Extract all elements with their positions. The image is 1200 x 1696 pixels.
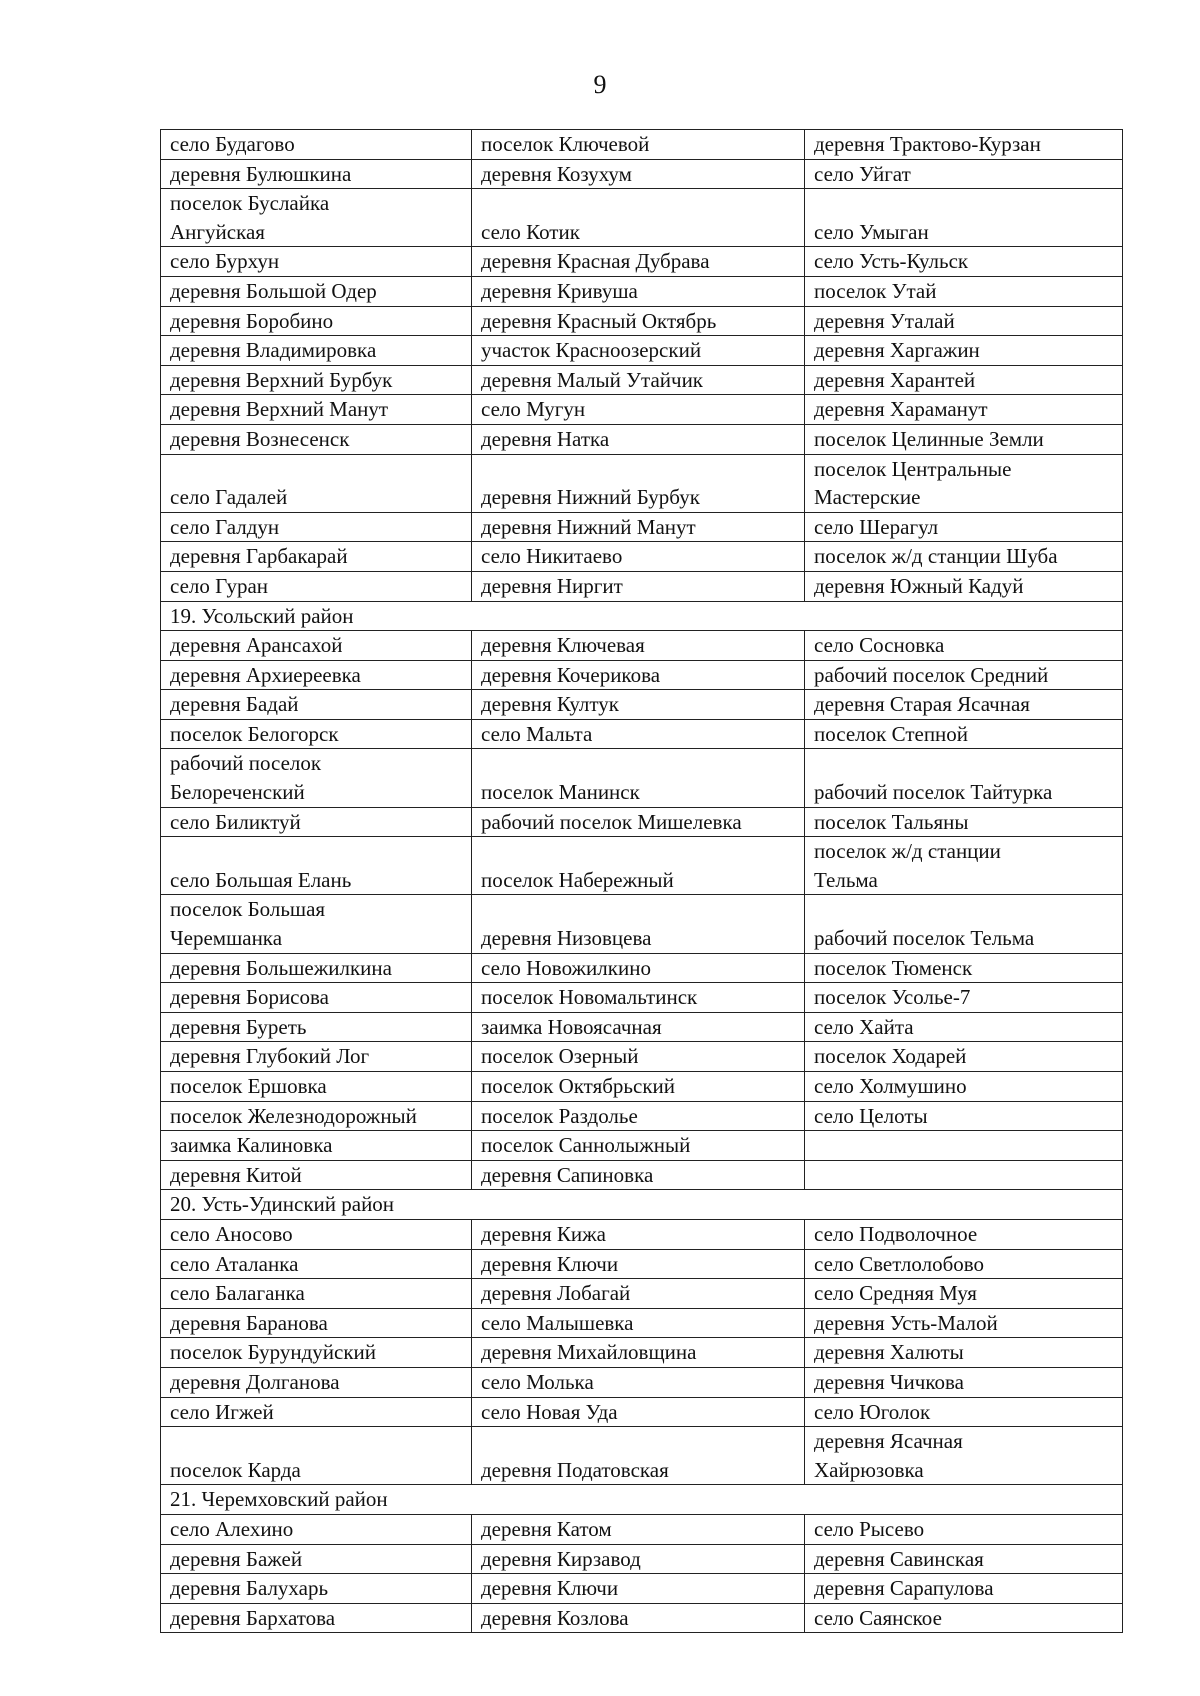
- settlement-cell: поселок Степной: [805, 719, 1123, 749]
- settlement-cell: село Уйгат: [805, 159, 1123, 189]
- settlement-cell: село Юголок: [805, 1397, 1123, 1427]
- settlement-cell: деревня Натка: [472, 424, 805, 454]
- settlement-cell: село Никитаево: [472, 542, 805, 572]
- settlement-cell: село Галдун: [161, 512, 472, 542]
- table-row: [161, 1249, 1123, 1279]
- settlement-cell: деревня Буреть: [161, 1012, 472, 1042]
- settlement-cell: поселок Октябрьский: [472, 1072, 805, 1102]
- settlement-cell: деревня Кижа: [472, 1219, 805, 1249]
- settlement-cell: село Новая Уда: [472, 1397, 805, 1427]
- settlement-cell: деревня Податовская: [472, 1427, 805, 1485]
- settlement-cell: деревня Кирзавод: [472, 1544, 805, 1574]
- settlement-cell: деревня Кривуша: [472, 276, 805, 306]
- district-header-row: [161, 1190, 1123, 1220]
- settlement-cell: село Большая Елань: [161, 837, 472, 895]
- table-row: [161, 1012, 1123, 1042]
- settlement-cell: село Сосновка: [805, 631, 1123, 661]
- settlement-cell: поселок Бурундуйский: [161, 1338, 472, 1368]
- settlement-cell: рабочий поселок Тайтурка: [805, 749, 1123, 807]
- settlement-cell: село Холмушино: [805, 1072, 1123, 1102]
- table-row: [161, 953, 1123, 983]
- table-row: [161, 660, 1123, 690]
- settlement-cell: село Мальта: [472, 719, 805, 749]
- settlement-cell: поселок Озерный: [472, 1042, 805, 1072]
- settlement-cell: деревня Красный Октябрь: [472, 306, 805, 336]
- settlement-cell: село Балаганка: [161, 1279, 472, 1309]
- settlement-cell: деревня Ниргит: [472, 571, 805, 601]
- table-row: [161, 276, 1123, 306]
- settlement-cell: деревня Верхний Бурбук: [161, 365, 472, 395]
- settlement-cell: село Подволочное: [805, 1219, 1123, 1249]
- settlement-cell: село Будагово: [161, 130, 472, 160]
- settlement-cell: село Целоты: [805, 1101, 1123, 1131]
- settlement-cell: деревня Козлова: [472, 1603, 805, 1633]
- table-row: [161, 690, 1123, 720]
- district-heading: 21. Черемховский район: [161, 1485, 1123, 1515]
- settlement-cell: поселок Тальяны: [805, 807, 1123, 837]
- district-heading: 19. Усольский район: [161, 601, 1123, 631]
- settlement-cell: поселок Саннолыжный: [472, 1131, 805, 1161]
- settlement-cell: деревня Баранова: [161, 1308, 472, 1338]
- settlement-cell: деревня Сапиновка: [472, 1160, 805, 1190]
- settlement-cell: деревня Низовцева: [472, 895, 805, 953]
- settlement-cell: село Аносово: [161, 1219, 472, 1249]
- settlement-cell: поселок Набережный: [472, 837, 805, 895]
- settlements-table: [160, 129, 1123, 1633]
- settlement-cell: деревня Большой Одер: [161, 276, 472, 306]
- settlement-cell: деревня Бархатова: [161, 1603, 472, 1633]
- settlement-cell: деревня Ключи: [472, 1574, 805, 1604]
- table-row: [161, 395, 1123, 425]
- settlement-cell: деревня Архиереевка: [161, 660, 472, 690]
- settlement-cell: село Хайта: [805, 1012, 1123, 1042]
- table-row: [161, 512, 1123, 542]
- settlement-cell: поселок Манинск: [472, 749, 805, 807]
- settlement-cell: поселок Ключевой: [472, 130, 805, 160]
- settlement-cell: деревня Ключи: [472, 1249, 805, 1279]
- settlement-cell: село Умыган: [805, 189, 1123, 247]
- table-row: [161, 719, 1123, 749]
- table-row: [161, 807, 1123, 837]
- settlement-cell: деревня Бажей: [161, 1544, 472, 1574]
- settlement-cell: деревня Нижний Манут: [472, 512, 805, 542]
- table-row: [161, 1101, 1123, 1131]
- settlement-cell: деревня Михайловщина: [472, 1338, 805, 1368]
- settlement-cell: участок Красноозерский: [472, 336, 805, 366]
- settlement-cell: заимка Новоясачная: [472, 1012, 805, 1042]
- settlement-cell: село Гуран: [161, 571, 472, 601]
- district-header-row: [161, 1485, 1123, 1515]
- settlement-cell: деревня Катом: [472, 1514, 805, 1544]
- table-row: [161, 306, 1123, 336]
- settlement-cell: деревня Булюшкина: [161, 159, 472, 189]
- settlement-cell: село Игжей: [161, 1397, 472, 1427]
- settlement-cell: деревня Халюты: [805, 1338, 1123, 1368]
- table-row: [161, 749, 1123, 807]
- table-row: [161, 1338, 1123, 1368]
- table-row: [161, 571, 1123, 601]
- settlement-cell: рабочий поселок Мишелевка: [472, 807, 805, 837]
- settlement-cell: поселок Усолье-7: [805, 983, 1123, 1013]
- settlement-cell: [805, 1131, 1123, 1161]
- settlement-cell: деревня Малый Утайчик: [472, 365, 805, 395]
- table-row: [161, 1279, 1123, 1309]
- settlement-cell: деревня Вознесенск: [161, 424, 472, 454]
- settlement-cell: поселок ж/д станции Тельма: [805, 837, 1123, 895]
- settlement-cell: поселок Буслайка Ангуйская: [161, 189, 472, 247]
- settlement-cell: поселок Центральные Мастерские: [805, 454, 1123, 512]
- settlement-cell: деревня Трактово-Курзан: [805, 130, 1123, 160]
- table-row: [161, 1072, 1123, 1102]
- table-row: [161, 1514, 1123, 1544]
- settlement-cell: деревня Арансахой: [161, 631, 472, 661]
- settlement-cell: село Новожилкино: [472, 953, 805, 983]
- settlement-cell: рабочий поселок Тельма: [805, 895, 1123, 953]
- settlement-cell: село Шерагул: [805, 512, 1123, 542]
- settlement-cell: деревня Ключевая: [472, 631, 805, 661]
- settlement-cell: село Бурхун: [161, 247, 472, 277]
- settlement-cell: поселок Белогорск: [161, 719, 472, 749]
- settlement-cell: деревня Владимировка: [161, 336, 472, 366]
- settlement-cell: село Гадалей: [161, 454, 472, 512]
- table-row: [161, 837, 1123, 895]
- settlement-cell: деревня Савинская: [805, 1544, 1123, 1574]
- settlement-cell: поселок Карда: [161, 1427, 472, 1485]
- settlement-cell: деревня Лобагай: [472, 1279, 805, 1309]
- settlement-cell: деревня Долганова: [161, 1367, 472, 1397]
- settlement-cell: поселок Большая Черемшанка: [161, 895, 472, 953]
- district-header-row: [161, 601, 1123, 631]
- settlement-cell: село Средняя Муя: [805, 1279, 1123, 1309]
- settlement-cell: поселок Утай: [805, 276, 1123, 306]
- settlement-cell: село Светлолобово: [805, 1249, 1123, 1279]
- table-row: [161, 247, 1123, 277]
- settlement-cell: деревня Чичкова: [805, 1367, 1123, 1397]
- settlement-cell: деревня Ясачная Хайрюзовка: [805, 1427, 1123, 1485]
- settlement-cell: поселок Целинные Земли: [805, 424, 1123, 454]
- settlement-cell: деревня Боробино: [161, 306, 472, 336]
- settlement-cell: село Котик: [472, 189, 805, 247]
- settlement-cell: деревня Сарапулова: [805, 1574, 1123, 1604]
- table-row: [161, 365, 1123, 395]
- settlement-cell: село Усть-Кульск: [805, 247, 1123, 277]
- settlement-cell: деревня Харантей: [805, 365, 1123, 395]
- table-row: [161, 1042, 1123, 1072]
- settlement-cell: деревня Большежилкина: [161, 953, 472, 983]
- table-row: [161, 1219, 1123, 1249]
- settlements-table-body: [161, 130, 1123, 1633]
- table-row: [161, 1397, 1123, 1427]
- settlement-cell: село Саянское: [805, 1603, 1123, 1633]
- settlement-cell: деревня Кочерикова: [472, 660, 805, 690]
- table-row: [161, 336, 1123, 366]
- settlement-cell: деревня Хараманут: [805, 395, 1123, 425]
- settlement-cell: деревня Южный Кадуй: [805, 571, 1123, 601]
- settlement-cell: поселок Раздолье: [472, 1101, 805, 1131]
- settlement-cell: рабочий поселок Белореченский: [161, 749, 472, 807]
- settlement-cell: рабочий поселок Средний: [805, 660, 1123, 690]
- settlement-cell: деревня Усть-Малой: [805, 1308, 1123, 1338]
- settlement-cell: деревня Китой: [161, 1160, 472, 1190]
- settlement-cell: поселок Железнодорожный: [161, 1101, 472, 1131]
- settlement-cell: село Малышевка: [472, 1308, 805, 1338]
- settlement-cell: деревня Уталай: [805, 306, 1123, 336]
- settlement-cell: деревня Нижний Бурбук: [472, 454, 805, 512]
- settlement-cell: деревня Култук: [472, 690, 805, 720]
- settlement-cell: заимка Калиновка: [161, 1131, 472, 1161]
- table-row: [161, 542, 1123, 572]
- table-row: [161, 1603, 1123, 1633]
- settlement-cell: поселок Тюменск: [805, 953, 1123, 983]
- settlement-cell: село Биликтуй: [161, 807, 472, 837]
- page-number: 9: [593, 70, 607, 99]
- settlement-cell: деревня Борисова: [161, 983, 472, 1013]
- table-row: [161, 159, 1123, 189]
- table-row: [161, 631, 1123, 661]
- settlement-cell: село Мугун: [472, 395, 805, 425]
- table-row: [161, 189, 1123, 247]
- table-row: [161, 983, 1123, 1013]
- settlement-cell: деревня Верхний Манут: [161, 395, 472, 425]
- settlement-cell: поселок Ершовка: [161, 1072, 472, 1102]
- table-row: [161, 1544, 1123, 1574]
- table-row: [161, 1131, 1123, 1161]
- settlement-cell: деревня Харгажин: [805, 336, 1123, 366]
- settlement-cell: поселок ж/д станции Шуба: [805, 542, 1123, 572]
- table-row: [161, 454, 1123, 512]
- settlement-cell: деревня Глубокий Лог: [161, 1042, 472, 1072]
- district-heading: 20. Усть-Удинский район: [161, 1190, 1123, 1220]
- table-row: [161, 1574, 1123, 1604]
- settlement-cell: село Рысево: [805, 1514, 1123, 1544]
- table-row: [161, 424, 1123, 454]
- settlement-cell: деревня Козухум: [472, 159, 805, 189]
- settlement-cell: деревня Старая Ясачная: [805, 690, 1123, 720]
- table-row: [161, 1160, 1123, 1190]
- settlement-cell: [805, 1160, 1123, 1190]
- settlement-cell: поселок Ходарей: [805, 1042, 1123, 1072]
- settlement-cell: село Алехино: [161, 1514, 472, 1544]
- settlement-cell: поселок Новомальтинск: [472, 983, 805, 1013]
- settlement-cell: деревня Балухарь: [161, 1574, 472, 1604]
- settlement-cell: деревня Красная Дубрава: [472, 247, 805, 277]
- settlement-cell: деревня Бадай: [161, 690, 472, 720]
- settlement-cell: село Аталанка: [161, 1249, 472, 1279]
- table-row: [161, 1427, 1123, 1485]
- table-row: [161, 895, 1123, 953]
- table-row: [161, 1367, 1123, 1397]
- settlement-cell: деревня Гарбакарай: [161, 542, 472, 572]
- settlement-cell: село Молька: [472, 1367, 805, 1397]
- table-row: [161, 130, 1123, 160]
- table-row: [161, 1308, 1123, 1338]
